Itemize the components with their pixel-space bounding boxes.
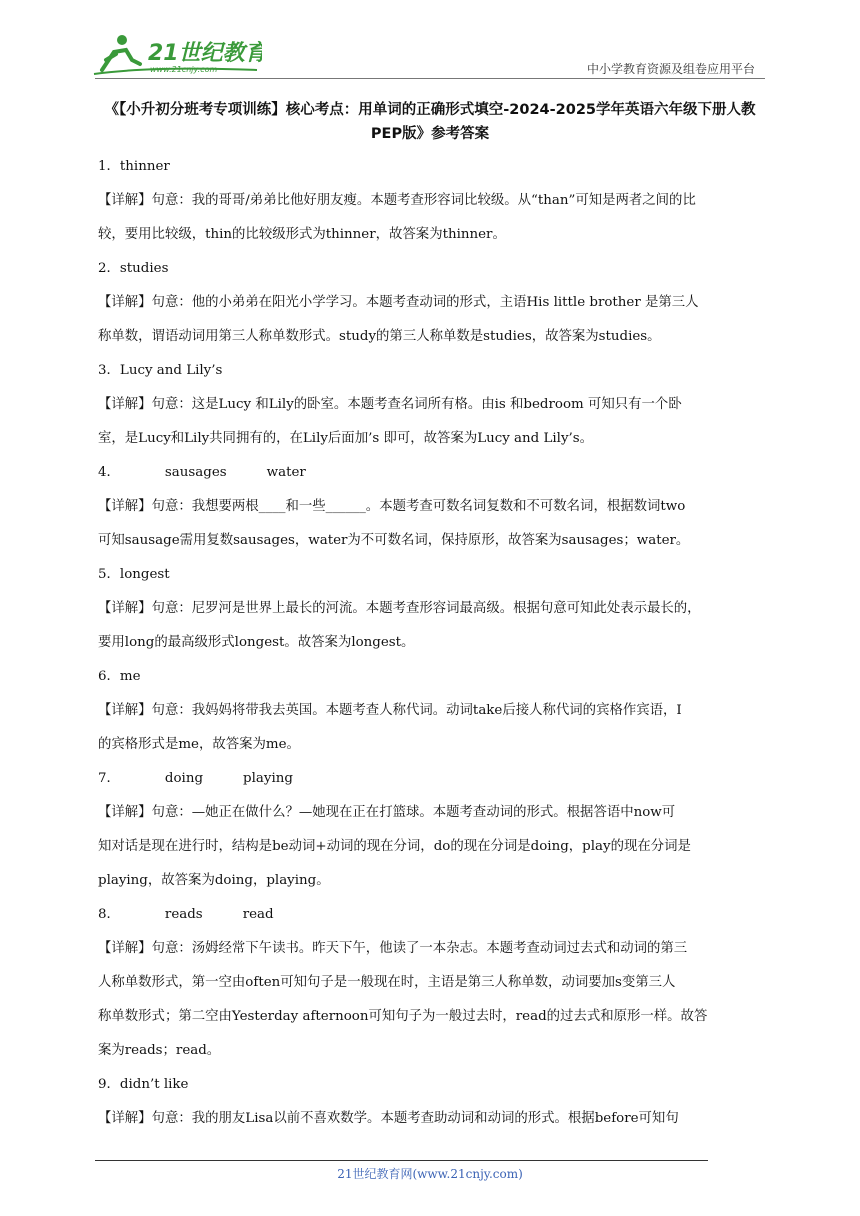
explanation-line: 【详解】句意：—她正在做什么？—她现在正在打篮球。本题考查动词的形式。根据答语中now可	[98, 805, 676, 820]
answer-line	[98, 558, 762, 592]
answer-line	[98, 898, 762, 932]
logo-text: 21世纪教育	[148, 41, 262, 66]
explanation-line: 案为reads；read。	[98, 1043, 221, 1058]
answer-line	[98, 252, 762, 286]
explanation-line: playing，故答案为doing，playing。	[98, 873, 330, 888]
explanation-line: 【详解】句意：我的哥哥/弟弟比他好朋友瘦。本题考查形容词比较级。从“than”可知是两者之间的比	[98, 193, 696, 208]
page-title	[95, 98, 765, 146]
explanation-line: 称单数形式；第二空由Yesterday afternoon可知句子为一般过去时，read的过去式和原形一样。故答	[98, 1009, 708, 1024]
question-number: 1．	[98, 159, 120, 174]
explanation-line: 【详解】句意：尼罗河是世界上最长的河流。本题考查形容词最高级。根据句意可知此处表示最长的，	[98, 601, 701, 616]
explanation-line: 【详解】句意：我想要两根____和一些______。本题考查可数名词复数和不可数名词，根据数词two	[98, 499, 686, 514]
answer-line	[98, 354, 762, 388]
answer-word: me	[119, 669, 141, 684]
answer-word: Lucy and Lily’s	[119, 363, 223, 378]
answer-line	[98, 762, 762, 796]
platform-name: 中小学教育资源及组卷应用平台	[586, 62, 755, 76]
site-logo	[92, 30, 262, 78]
title-line-2: PEP版》参考答案	[370, 126, 490, 142]
explanation-line: 的宾格形式是me，故答案为me。	[98, 737, 300, 752]
explanation-line: 人称单数形式，第一空由often可知句子是一般现在时，主语是第三人称单数，动词要加s变第三人	[98, 975, 676, 990]
question-number: 3．	[98, 363, 120, 378]
explanation-line: 可知sausage需用复数sausages，water为不可数名词，保持原形，故答案为sausages；water。	[98, 533, 690, 548]
question-number: 9．	[98, 1077, 120, 1092]
question-number: 6．	[98, 669, 120, 684]
explanation-line: 【详解】句意：我的朋友Lisa以前不喜欢数学。本题考查助动词和动词的形式。根据before可知句	[98, 1111, 679, 1126]
answer-word: doing	[164, 771, 204, 786]
footer-link[interactable]: 21世纪教育网(www.21cnjy.com)	[337, 1167, 523, 1181]
answer-line	[98, 150, 762, 184]
answer-line	[98, 660, 762, 694]
answer-word: read	[242, 907, 274, 922]
explanation-line: 室，是Lucy和Lily共同拥有的，在Lily后面加’s 即可，故答案为Lucy and Lily’s。	[98, 431, 594, 446]
answer-word: thinner	[119, 159, 170, 174]
logo-url: www.21cnjy.com	[150, 65, 218, 74]
answer-word: didn’t like	[119, 1077, 189, 1092]
answer-line	[98, 456, 762, 490]
explanation-line: 【详解】句意：他的小弟弟在阳光小学学习。本题考查动词的形式，主语His little brother 是第三人	[98, 295, 699, 310]
explanation-line: 称单数，谓语动词用第三人称单数形式。study的第三人称单数是studies，故答案为studies。	[98, 329, 661, 344]
answer-word: longest	[119, 567, 170, 582]
header-divider	[95, 78, 765, 79]
answer-word: reads	[164, 907, 203, 922]
answer-list	[98, 150, 762, 1136]
question-number: 5．	[98, 567, 120, 582]
question-number: 2．	[98, 261, 120, 276]
question-number: 7．	[98, 771, 120, 786]
answer-line	[98, 1068, 762, 1102]
answer-word: playing	[243, 771, 293, 786]
explanation-line: 要用long的最高级形式longest。故答案为longest。	[98, 635, 415, 650]
answer-word: studies	[119, 261, 169, 276]
explanation-line: 【详解】句意：我妈妈将带我去英国。本题考查人称代词。动词take后接人称代词的宾格作宾语，I	[98, 703, 682, 718]
title-line-1: 《【小升初分班考专项训练】核心考点：用单词的正确形式填空-2024-2025学年英语六年级下册人教	[104, 102, 756, 118]
explanation-line: 【详解】句意：这是Lucy 和Lily的卧室。本题考查名词所有格。由is 和bedroom 可知只有一个卧	[98, 397, 682, 412]
explanation-line: 知对话是现在进行时，结构是be动词+动词的现在分词，do的现在分词是doing，play的现在分词是	[98, 839, 691, 854]
explanation-line: 较，要用比较级，thin的比较级形式为thinner，故答案为thinner。	[98, 227, 506, 242]
answer-word: water	[266, 465, 306, 480]
footer-divider	[95, 1160, 708, 1161]
explanation-line: 【详解】句意：汤姆经常下午读书。昨天下午，他读了一本杂志。本题考查动词过去式和动词的第三	[98, 941, 688, 956]
question-number: 4．	[98, 465, 120, 480]
answer-word: sausages	[164, 465, 227, 480]
question-number: 8．	[98, 907, 120, 922]
